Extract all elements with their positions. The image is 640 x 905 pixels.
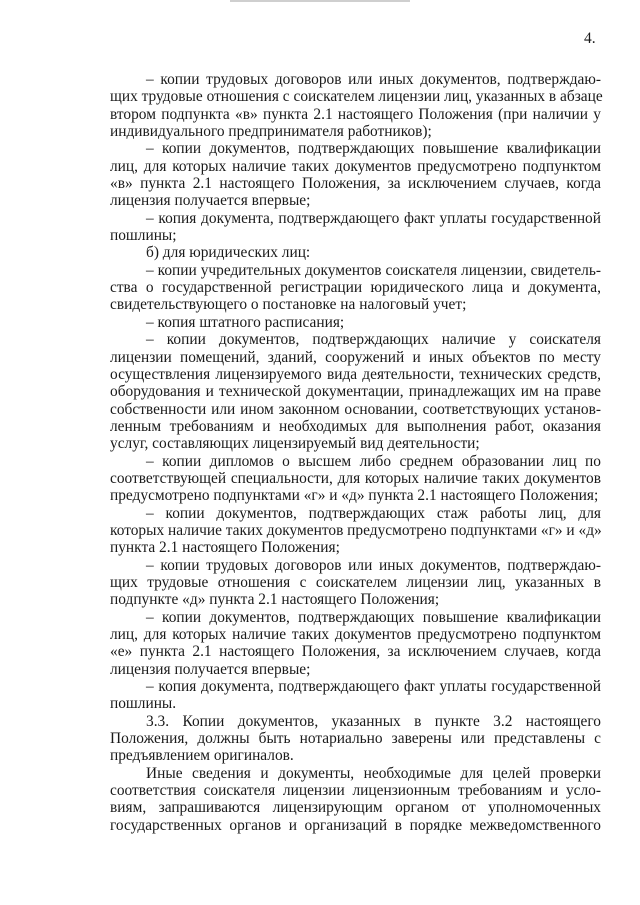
paragraph — [110, 210, 601, 245]
paragraph — [110, 678, 601, 713]
paragraph — [110, 314, 601, 331]
text-line: свидетельствующего о постановке на налоговый учет; — [110, 296, 467, 314]
paragraph — [110, 765, 601, 834]
text-line: втором подпункта «в» пункта 2.1 настоящего Положения (при наличии у — [110, 105, 601, 123]
text-line: – копии дипломов о высшем либо среднем образовании лиц по — [146, 452, 601, 470]
text-line: пошлины; — [110, 227, 177, 245]
text-line: щих трудовые отношения с соискателем лицензии лиц, указанных в — [110, 573, 601, 591]
text-line: – копии документов, подтверждающих повышение квалификации — [146, 608, 601, 626]
text-line: – копии трудовых договоров или иных документов, подтверждаю- — [146, 71, 601, 88]
text-line: – копия штатного расписания; — [146, 313, 345, 331]
text-line: «в» пункта 2.1 настоящего Положения, за исключением случаев, когда — [110, 175, 601, 193]
text-line: виям, запрашиваются лицензирующим органом от уполномоченных — [110, 799, 601, 817]
text-line: Положения, должны быть нотариально заверены или представлены с — [110, 730, 601, 748]
paragraph — [110, 140, 601, 209]
text-line: осуществления лицензируемого вида деятельности, технических средств, — [110, 365, 601, 383]
text-line: лиц, для которых наличие таких документов предусмотрено подпунктом — [110, 157, 601, 175]
text-line: ства о государственной регистрации юридического лица и документа, — [110, 279, 601, 297]
text-line: индивидуального предпринимателя работников); — [110, 123, 432, 141]
text-line: пошлины. — [110, 695, 177, 713]
text-line: – копии трудовых договоров или иных документов, подтверждаю- — [146, 556, 601, 574]
page-number: 4. — [584, 30, 596, 47]
text-line: собственности или ином законном основании, соответствующих установ- — [110, 400, 601, 418]
paragraph — [110, 609, 601, 678]
text-line: соответствия соискателя лицензии лицензионным требованиям и усло- — [110, 782, 601, 800]
text-line: лиц, для которых наличие таких документов предусмотрено подпунктом — [110, 626, 601, 643]
text-line: – копия документа, подтверждающего факт уплаты государственной — [146, 678, 601, 696]
text-line: 3.3. Копии документов, указанных в пункте 3.2 настоящего — [146, 712, 601, 730]
text-line: «е» пункта 2.1 настоящего Положения, за исключением случаев, когда — [110, 643, 601, 661]
paragraph — [110, 557, 601, 609]
text-line: – копии документов, подтверждающих наличие у соискателя — [146, 331, 601, 349]
text-line: – копии учредительных документов соискателя лицензии, свидетель- — [146, 261, 601, 279]
text-line: – копия документа, подтверждающего факт уплаты государственной — [146, 209, 601, 227]
document-body — [110, 71, 601, 834]
paragraph — [110, 262, 601, 314]
paragraph — [110, 244, 601, 261]
text-line: подпункте «д» пункта 2.1 настоящего Положения; — [110, 591, 440, 609]
text-line: услуг, составляющих лицензируемый вид деятельности; — [110, 435, 480, 453]
scan-artifact — [230, 0, 410, 2]
paragraph — [110, 453, 601, 505]
text-line: щих трудовые отношения с соискателем лицензии лиц, указанных в абзаце — [110, 88, 603, 106]
paragraph — [110, 331, 601, 452]
text-line: Иные сведения и документы, необходимые для целей проверки — [146, 764, 601, 782]
text-line: оборудования и технической документации, принадлежащих им на праве — [110, 383, 601, 401]
text-line: – копии документов, подтверждающих повышение квалификации — [146, 140, 601, 158]
text-line: лицензия получается впервые; — [110, 660, 311, 678]
paragraph — [110, 713, 601, 765]
text-line: предусмотрено подпунктами «г» и «д» пункта 2.1 настоящего Положения; — [110, 487, 599, 505]
text-line: лицензия получается впервые; — [110, 192, 311, 210]
text-line: пункта 2.1 настоящего Положения; — [110, 539, 340, 557]
text-line: ленным требованиям и необходимых для выполнения работ, оказания — [110, 417, 601, 435]
text-line: б) для юридических лиц: — [146, 244, 311, 262]
text-line: предъявлением оригиналов. — [110, 747, 294, 765]
text-line: соответствующей специальности, для которых наличие таких документов — [110, 469, 601, 487]
text-line: – копии документов, подтверждающих стаж работы лиц, для — [146, 504, 601, 522]
paragraph — [110, 71, 601, 140]
text-line: которых наличие таких документов предусмотрено подпунктами «г» и «д» — [110, 521, 602, 539]
text-line: лицензии помещений, зданий, сооружений и иных объектов по месту — [110, 348, 601, 366]
text-line: государственных органов и организаций в порядке межведомственного — [110, 816, 601, 834]
paragraph — [110, 505, 601, 557]
